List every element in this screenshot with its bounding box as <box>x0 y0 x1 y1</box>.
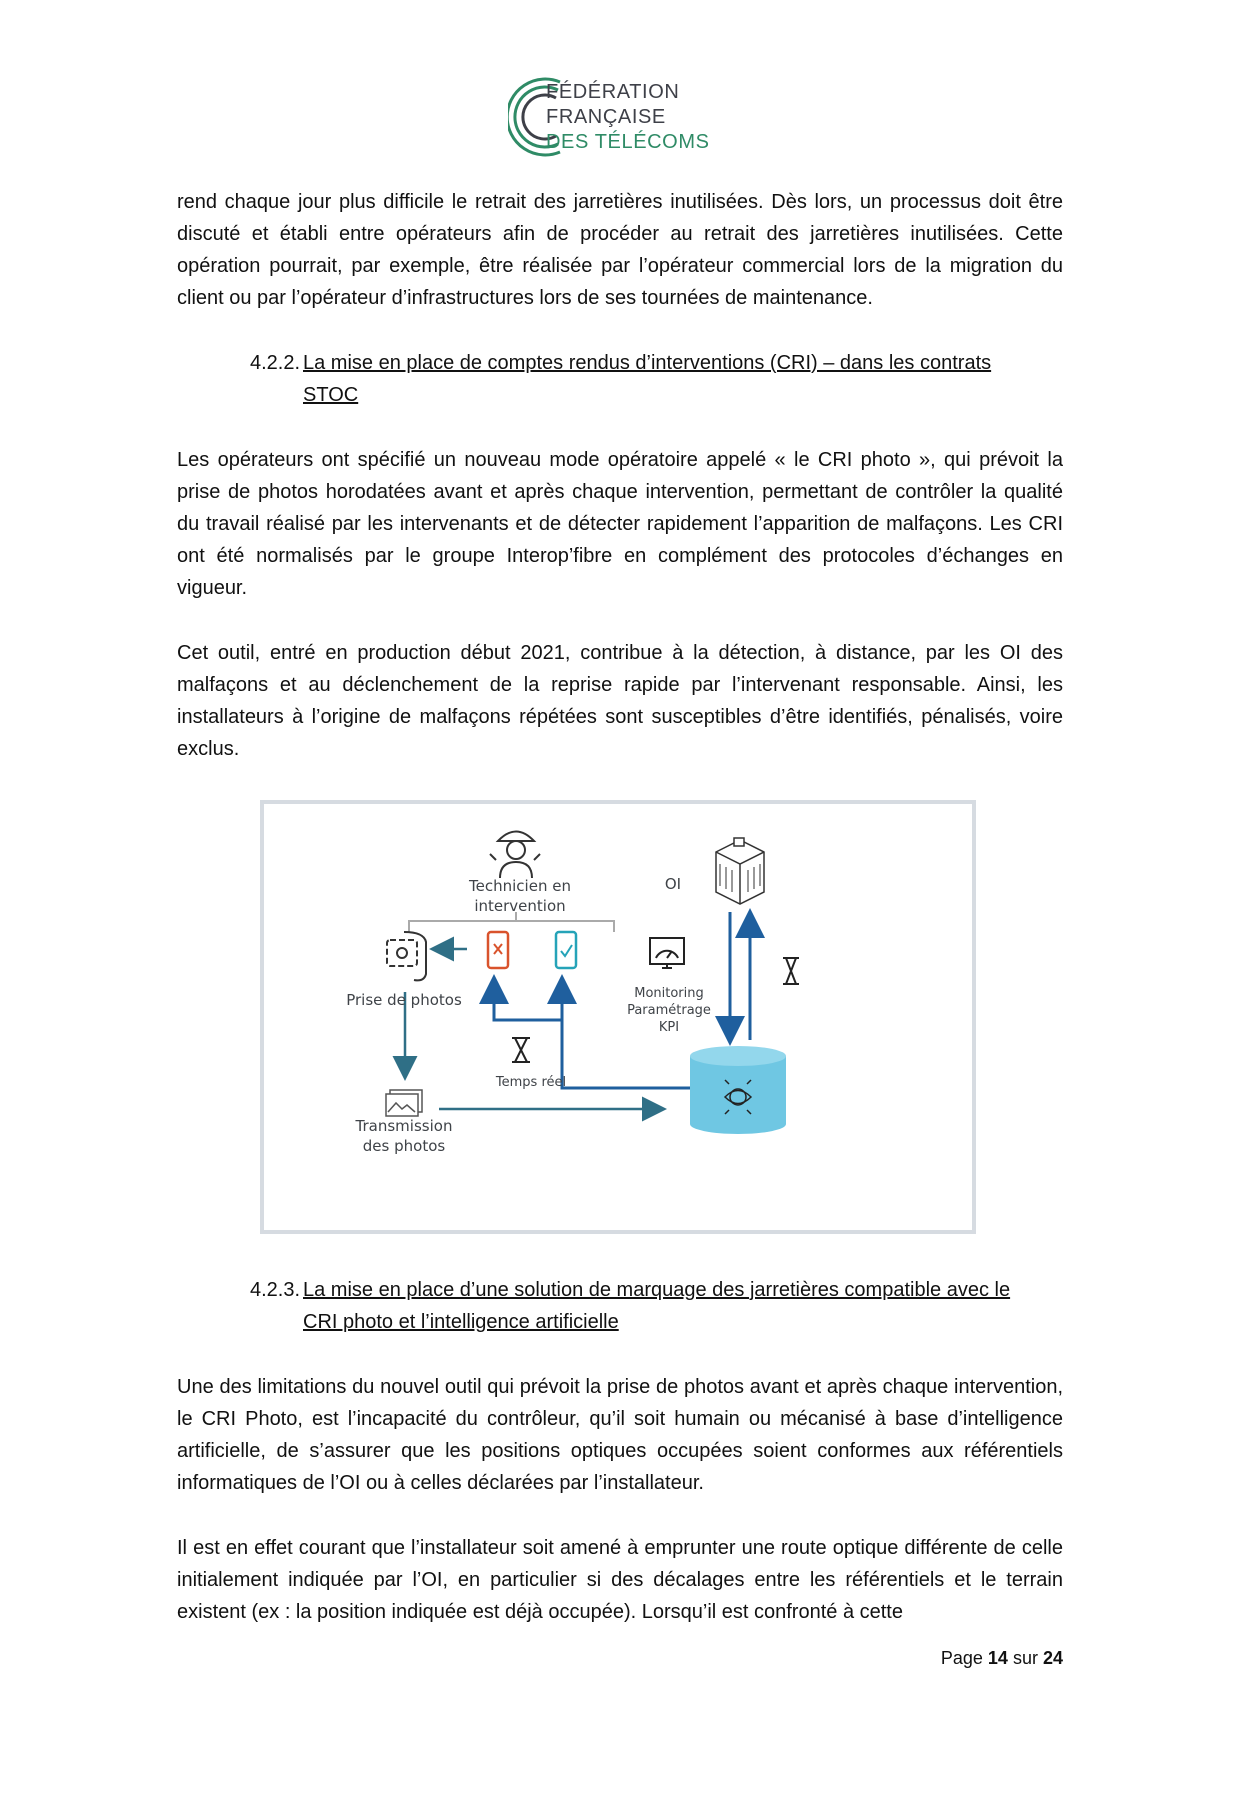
section-title: La mise en place de comptes rendus d’interventions (CRI) – dans les contrats STOC <box>303 352 992 406</box>
label-prise-photos: Prise de photos <box>346 991 462 1009</box>
photos-icon <box>386 1090 422 1116</box>
page-current: 14 <box>987 1648 1008 1668</box>
label-oi: OI <box>664 875 682 893</box>
paragraph-retrait-jarretieres: rend chaque jour plus difficile le retrait des jarretières inutilisées. Dès lors, un processus doit être discuté et établi entre opérateurs afin de procéder au retrait des jarretières inutilisées. Cette opération pourrait, par exemple, être réalisée par l’opérateur commercial lors de la migration du client ou par l’opérateur d’infrastructures lors de ses tournées de maintenance. <box>177 191 1063 309</box>
paragraph-route-optique: Il est en effet courant que l’installateur soit amené à emprunter une route optique différente de celle initialement indiquée par l’OI, en particulier si des décalages entre les référentiels et le terrain existent (ex : la position indiquée est déjà occupée). Lorsqu’il est confronté à cette <box>177 1537 1063 1623</box>
hourglass-icon-right <box>783 958 799 984</box>
page-prefix: Page <box>940 1648 983 1668</box>
section-title: La mise en place d’une solution de marquage des jarretières compatible avec le CRI photo et l’intelligence artificielle <box>303 1279 1011 1333</box>
cri-photo-process-diagram <box>260 800 976 1234</box>
hourglass-icon <box>512 1038 530 1062</box>
dashboard-icon <box>650 938 684 968</box>
logo-line-1: FÉDÉRATION <box>546 81 680 103</box>
diagram-graphics <box>264 804 972 1230</box>
logo-wordmark <box>546 80 710 155</box>
phone-fail-icon <box>488 932 508 968</box>
paragraph-limitations: Une des limitations du nouvel outil qui prévoit la prise de photos avant et après chaque intervention, le CRI Photo, est l’incapacité du contrôleur, qu’il soit humain ou mécanisé à base d’intelligence artificielle, de s’assurer que les positions optiques occupées soient conformes aux référentiels informatiques de l’OI ou à celles déclarées par l’installateur. <box>177 1376 1063 1494</box>
label-monitoring: Monitoring Paramétrage KPI <box>627 986 711 1035</box>
logo-line-3: DES TÉLÉCOMS <box>546 131 710 153</box>
logo-line-2: FRANÇAISE <box>546 106 666 128</box>
page-total: 24 <box>1042 1648 1063 1668</box>
section-heading-4-2-3 <box>250 1274 1040 1338</box>
label-temps-reel: Temps réel <box>495 1075 567 1090</box>
label-technicien: Technicien en intervention <box>469 877 571 915</box>
page-number <box>941 1647 1063 1669</box>
paragraph-outil-production: Cet outil, entré en production début 2021, contribue à la détection, à distance, par les OI des malfaçons et au déclenchement de la reprise rapide par l’intervenant responsable. Ainsi, les installateurs à l’origine de malfaçons répétées sont susceptibles d’être identifiés, pénalisés, voire exclus. <box>177 642 1063 760</box>
camera-hand-icon <box>387 932 426 980</box>
label-transmission: Transmission des photos <box>355 1117 453 1155</box>
section-heading-4-2-2 <box>250 347 1040 411</box>
database-icon <box>690 1046 786 1134</box>
phone-ok-icon <box>556 932 576 968</box>
section-number: 4.2.2. <box>250 352 301 374</box>
paragraph-cri-photo: Les opérateurs ont spécifié un nouveau mode opératoire appelé « le CRI photo », qui prévoit la prise de photos horodatées avant et après chaque intervention, permettant de contrôler la qualité du travail réalisé par les intervenants et de détecter rapidement l’apparition de malfaçons. Les CRI ont été normalisés par le groupe Interop’fibre en complément des protocoles d’échanges en vigueur. <box>177 449 1063 599</box>
building-icon <box>716 838 764 904</box>
page-middle: sur <box>1012 1648 1038 1668</box>
technician-icon <box>490 832 540 879</box>
section-number: 4.2.3. <box>250 1279 301 1301</box>
